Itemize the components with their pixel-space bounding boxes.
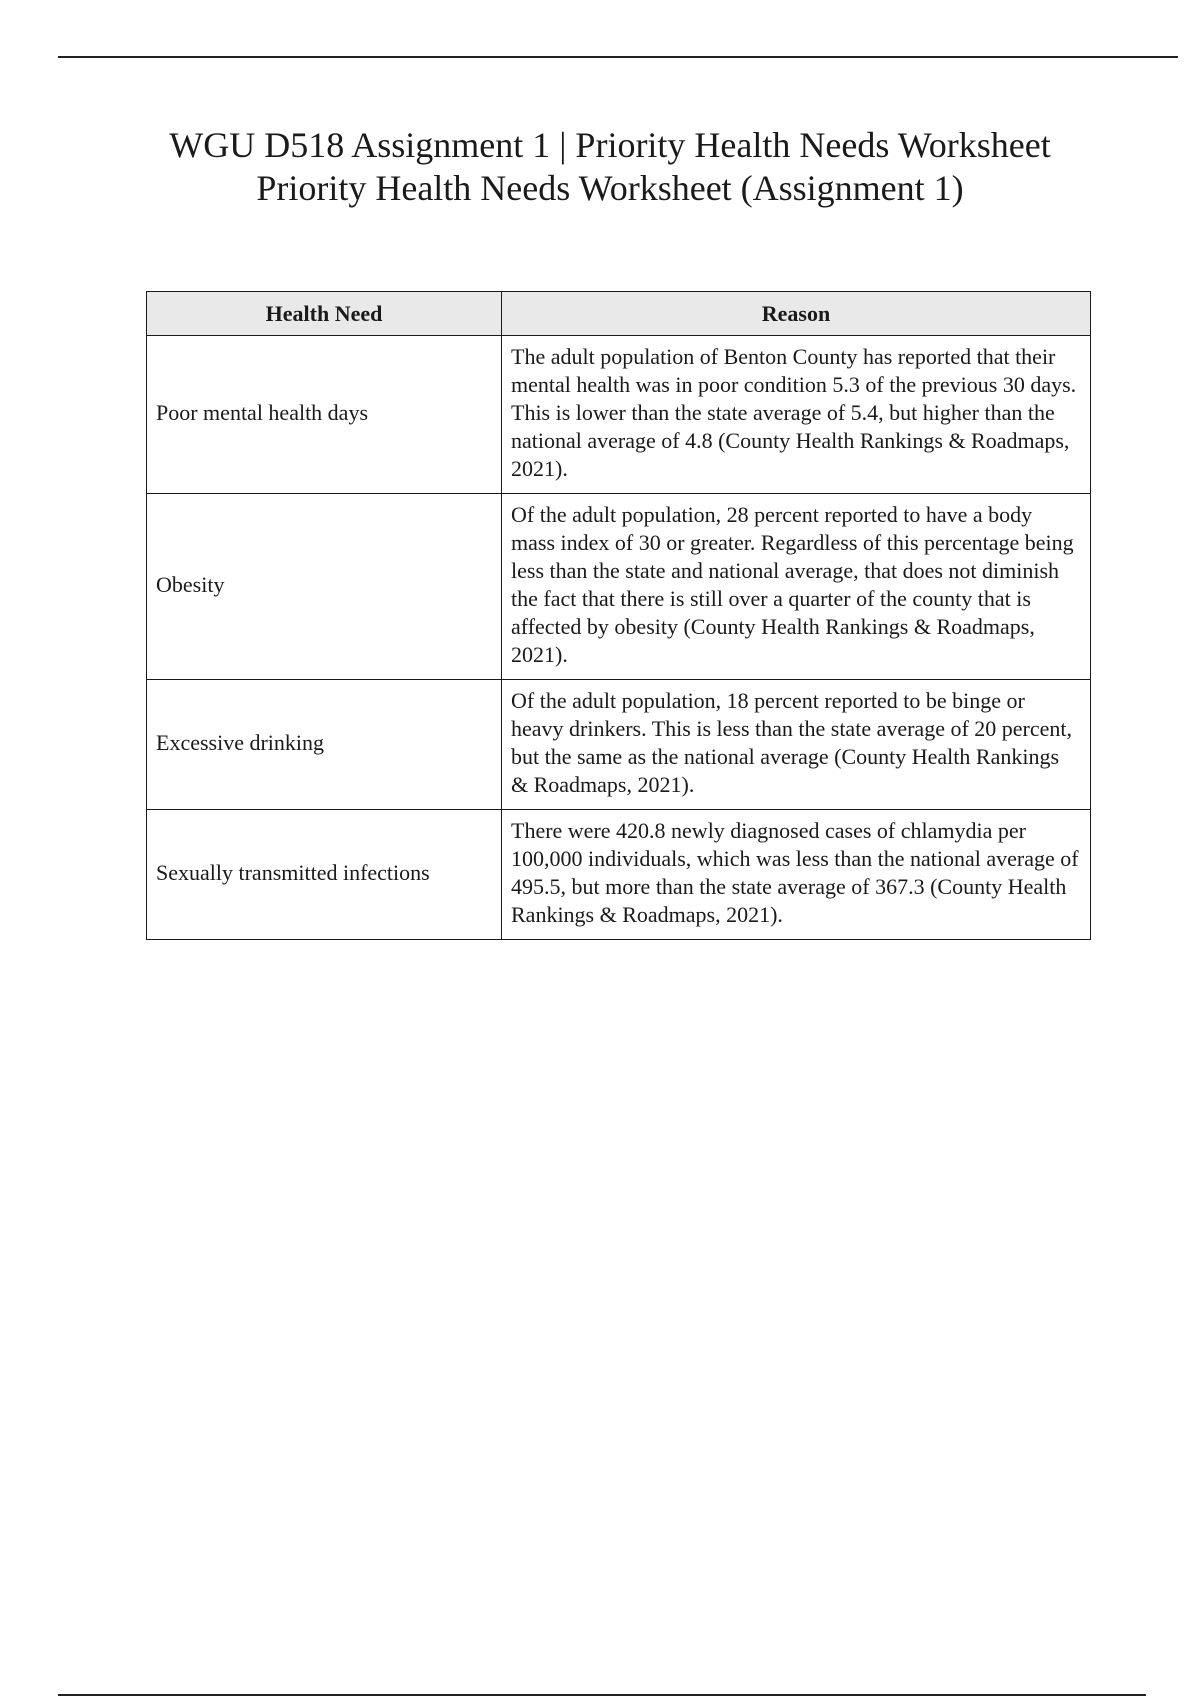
header-health-need: Health Need (147, 292, 502, 336)
reason-cell: Of the adult population, 28 percent reported to have a body mass index of 30 or greater. Regardless of this percentage being less than the state and national average, that does not diminish the fact that there is still over a quarter of the county that is affected by obesity (County Health Rankings & Roadmaps, 2021). (502, 494, 1091, 680)
priority-health-needs-table (146, 291, 1091, 940)
header-reason: Reason (502, 292, 1091, 336)
health-need-cell: Sexually transmitted infections (147, 810, 502, 940)
health-need-cell: Poor mental health days (147, 336, 502, 494)
title-line-2: Priority Health Needs Worksheet (Assignment 1) (256, 168, 964, 208)
top-horizontal-rule (58, 56, 1178, 58)
table-header-row (147, 292, 1091, 336)
table-row (147, 494, 1091, 680)
table-row (147, 680, 1091, 810)
reason-cell: Of the adult population, 18 percent reported to be binge or heavy drinkers. This is less than the state average of 20 percent, but the same as the national average (County Health Rankings & Roadmaps, 2021). (502, 680, 1091, 810)
reason-cell: The adult population of Benton County has reported that their mental health was in poor condition 5.3 of the previous 30 days. This is lower than the state average of 5.4, but higher than the national average of 4.8 (County Health Rankings & Roadmaps, 2021). (502, 336, 1091, 494)
title-line-1: WGU D518 Assignment 1 | Priority Health Needs Worksheet (169, 125, 1051, 165)
page-title (110, 124, 1110, 210)
health-need-cell: Obesity (147, 494, 502, 680)
table-row (147, 336, 1091, 494)
bottom-horizontal-rule (58, 1694, 1146, 1696)
reason-cell: There were 420.8 newly diagnosed cases of chlamydia per 100,000 individuals, which was less than the national average of 495.5, but more than the state average of 367.3 (County Health Rankings & Roadmaps, 2021). (502, 810, 1091, 940)
health-need-cell: Excessive drinking (147, 680, 502, 810)
table-row (147, 810, 1091, 940)
